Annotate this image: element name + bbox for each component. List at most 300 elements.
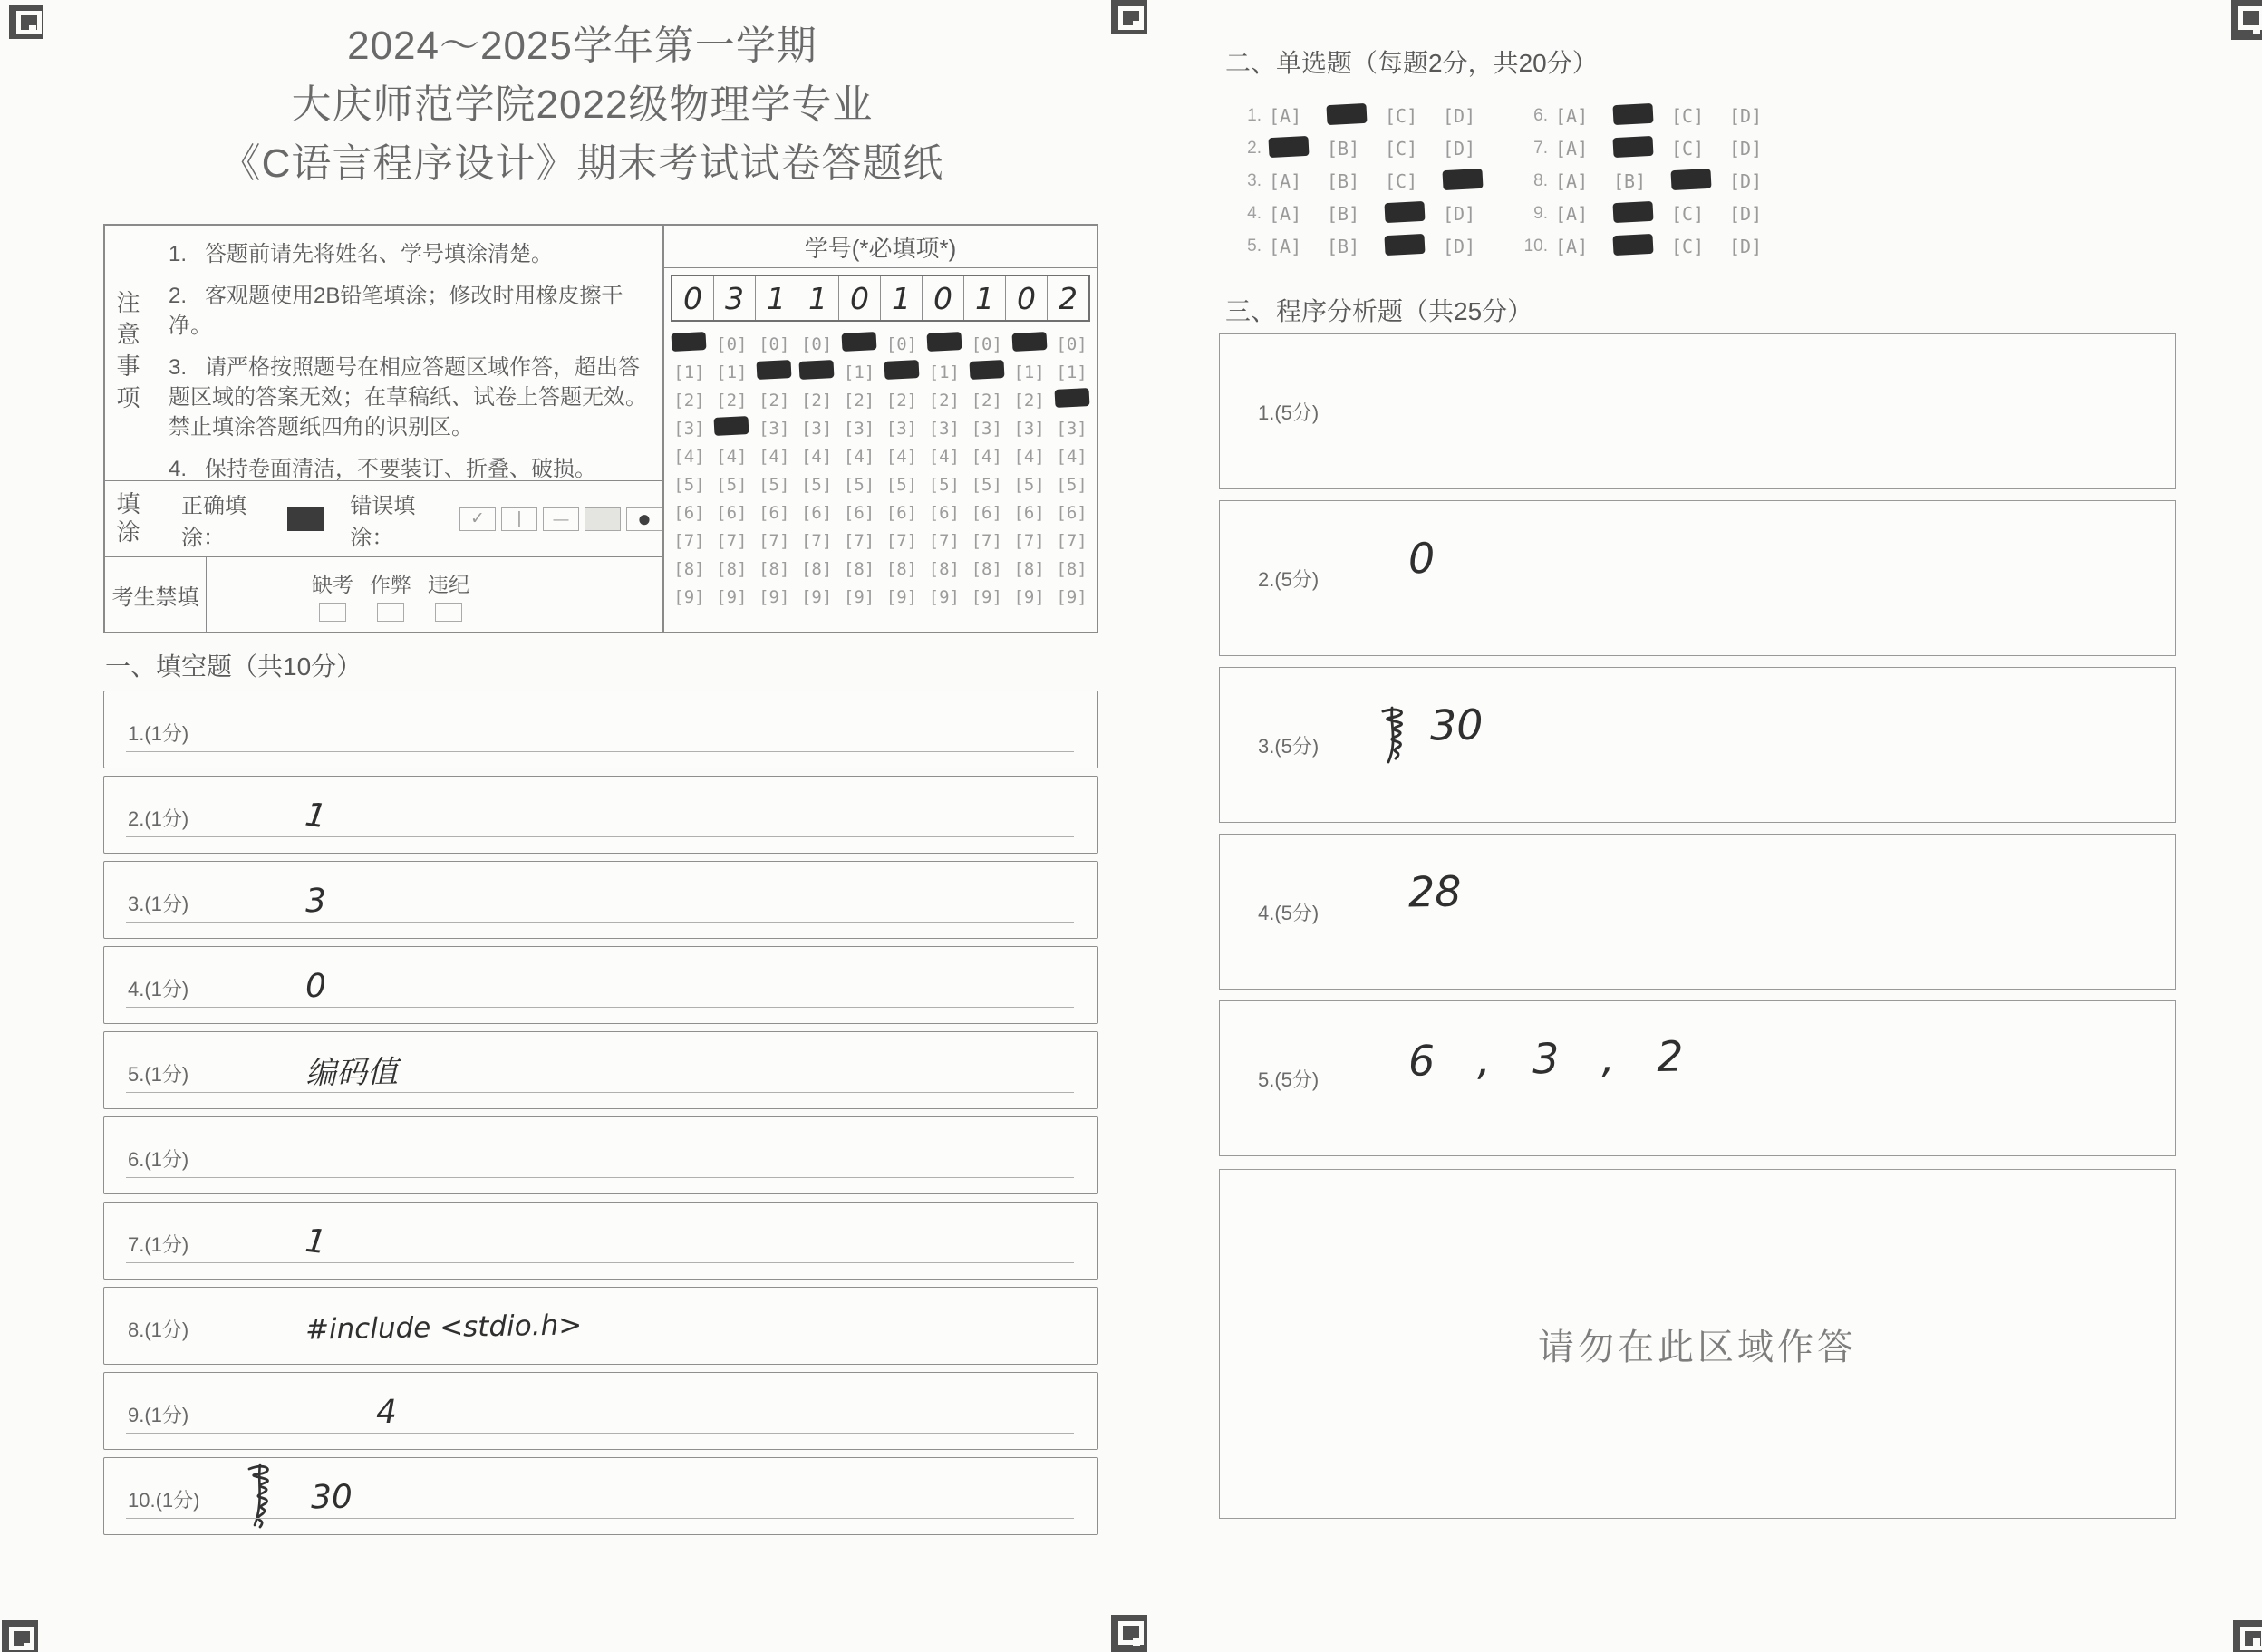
mcq-question-number: 2.	[1247, 139, 1262, 158]
id-bubble-4: [4]	[759, 446, 790, 467]
fill-blank-box-10	[103, 1457, 1098, 1535]
notice-item: 4. 保持卷面清洁，不要装订、折叠、破损。	[169, 457, 597, 481]
answer-underline	[126, 1433, 1074, 1434]
forbidden-option-label: 违纪	[428, 572, 469, 596]
id-bubble-8: [8]	[971, 558, 1002, 579]
mcq-question	[1225, 198, 1501, 230]
id-bubble-3: [3]	[885, 418, 918, 439]
id-bubble-2: [2]	[1013, 390, 1045, 411]
id-bubble-3	[714, 417, 749, 440]
handwritten-id-digit: 1	[975, 280, 994, 316]
id-bubble-3: [3]	[928, 418, 960, 439]
id-bubble-1	[970, 361, 1004, 383]
filled-bubble	[1612, 200, 1653, 222]
filled-bubble	[842, 332, 877, 352]
handwritten-id-digit: 0	[683, 280, 702, 316]
id-bubble-7: [7]	[885, 530, 918, 551]
mcq-option-d: [D]	[1443, 203, 1476, 225]
mcq-option-d: [D]	[1729, 138, 1763, 159]
mcq-option-c: [C]	[1671, 105, 1705, 127]
scribble-mark	[240, 1462, 284, 1531]
mcq-question	[1225, 165, 1501, 198]
program-box-1	[1219, 333, 2176, 489]
wrong-fill-samples	[459, 507, 662, 531]
id-bubble-1: [1]	[1013, 362, 1045, 382]
mcq-option-c	[1671, 169, 1729, 194]
filled-bubble	[1670, 168, 1711, 189]
filled-bubble	[926, 332, 962, 352]
id-bubble-4: [4]	[885, 446, 918, 467]
program-box-4	[1219, 834, 2176, 990]
id-bubble-8: [8]	[1056, 558, 1088, 579]
id-bubble-9: [9]	[1056, 586, 1088, 607]
handwritten-id-digit: 3	[725, 280, 744, 316]
identification-marker-top-center	[1111, 0, 1147, 34]
mcq-option-c: [C]	[1671, 236, 1705, 257]
id-bubble-5: [5]	[1056, 474, 1088, 495]
id-bubble-8: [8]	[928, 558, 960, 579]
mcq-question-number: 3.	[1247, 171, 1262, 190]
filled-bubble	[1612, 233, 1653, 255]
id-bubble-6: [6]	[1013, 502, 1045, 523]
wrong-fill-label: 错误填涂：	[350, 493, 416, 550]
id-bubble-6: [6]	[885, 502, 918, 523]
student-id-panel	[664, 226, 1097, 632]
fill-blank-label: 9.(1分)	[128, 1404, 189, 1426]
mcq-option-c	[1385, 202, 1443, 227]
mcq-option-a: [A]	[1555, 105, 1589, 127]
student-id-bubble-grid	[668, 330, 1093, 611]
student-id-digit-cell	[713, 276, 755, 320]
student-id-digits-row	[671, 275, 1090, 322]
id-bubble-9: [9]	[971, 586, 1002, 607]
id-bubble-0	[1012, 333, 1047, 355]
mcq-option-d: [D]	[1729, 170, 1763, 192]
handwritten-answer: 0	[304, 967, 327, 1006]
id-bubble-7: [7]	[1013, 530, 1045, 551]
student-id-digit-cell	[1005, 276, 1047, 320]
mcq-question	[1512, 230, 1787, 263]
mcq-question	[1512, 198, 1787, 230]
answer-underline	[126, 1007, 1074, 1008]
id-bubble-0	[672, 333, 706, 355]
mcq-option-b	[1613, 137, 1671, 161]
fill-blank-box-7	[103, 1202, 1098, 1280]
fill-legend-side-label: 填涂	[113, 490, 140, 547]
student-id-digit-cell	[922, 276, 963, 320]
section-mcq-title: 二、单选题（每题2分，共20分）	[1225, 49, 1598, 77]
answer-underline	[126, 836, 1074, 837]
id-bubble-6: [6]	[1056, 502, 1088, 523]
answer-underline	[126, 1518, 1074, 1519]
mcq-question	[1225, 132, 1501, 165]
filled-bubble	[1384, 233, 1425, 255]
wrong-fill-sample-solid-dot: ●	[626, 507, 662, 531]
mcq-option-b: [B]	[1613, 170, 1647, 192]
id-bubble-6: [6]	[928, 502, 960, 523]
id-bubble-2: [2]	[885, 390, 918, 411]
program-label: 2.(5分)	[1258, 568, 1320, 591]
mcq-option-d: [D]	[1729, 105, 1763, 127]
handwritten-answer: 4	[375, 1393, 398, 1432]
filled-bubble	[1326, 102, 1367, 124]
forbidden-option	[428, 568, 469, 622]
mcq-option-d: [D]	[1729, 203, 1763, 225]
mcq-option-b	[1327, 104, 1385, 129]
fill-blank-label: 6.(1分)	[128, 1148, 189, 1171]
mcq-question-number: 5.	[1247, 237, 1262, 256]
forbidden-option-label: 缺考	[312, 572, 353, 596]
id-bubble-8: [8]	[885, 558, 918, 579]
id-bubble-4: [4]	[1056, 446, 1088, 467]
mcq-option-b	[1613, 235, 1671, 259]
id-bubble-3: [3]	[843, 418, 875, 439]
id-bubble-2: [2]	[759, 390, 790, 411]
answer-underline	[126, 922, 1074, 923]
identification-marker-bottom-left	[2, 1620, 38, 1652]
filled-bubble	[1384, 200, 1425, 222]
notice-column	[105, 226, 664, 632]
mcq-question-number: 9.	[1533, 204, 1548, 223]
id-bubble-7: [7]	[759, 530, 790, 551]
id-bubble-5: [5]	[971, 474, 1002, 495]
mcq-option-d: [D]	[1443, 236, 1476, 257]
examinee-forbidden-options	[207, 557, 662, 632]
id-bubble-5: [5]	[673, 474, 705, 495]
forbidden-option	[370, 568, 411, 622]
id-bubble-6: [6]	[673, 502, 705, 523]
student-id-digit-cell	[838, 276, 880, 320]
header-info-table	[103, 224, 1098, 633]
mcq-option-c	[1385, 235, 1443, 259]
id-bubble-4: [4]	[971, 446, 1002, 467]
id-bubble-3: [3]	[1056, 418, 1088, 439]
forbidden-option-checkbox	[435, 603, 462, 622]
mcq-option-c: [C]	[1671, 138, 1705, 159]
id-bubble-6: [6]	[716, 502, 748, 523]
mcq-option-c: [C]	[1385, 138, 1418, 159]
id-bubble-9: [9]	[885, 586, 918, 607]
fill-blank-box-3	[103, 861, 1098, 939]
notice-item: 3. 请严格按照题号在相应答题区域作答，超出答题区域的答案无效；在草稿纸、试卷上答题无效。禁止填涂答题纸四角的识别区。	[169, 355, 647, 440]
id-bubble-4: [4]	[800, 446, 833, 467]
fill-legend	[150, 481, 662, 556]
handwritten-answer: 0	[1407, 533, 1436, 584]
examinee-forbidden-label: 考生禁填	[105, 557, 207, 632]
fill-blank-label: 8.(1分)	[128, 1319, 189, 1341]
id-bubble-9: [9]	[673, 586, 705, 607]
filled-bubble	[969, 360, 1004, 380]
id-bubble-7: [7]	[971, 530, 1002, 551]
handwritten-answer: #include <stdio.h>	[304, 1309, 583, 1347]
fill-blank-box-5	[103, 1031, 1098, 1109]
wrong-fill-sample-dash: —	[543, 507, 579, 531]
id-bubble-6: [6]	[759, 502, 790, 523]
id-bubble-7: [7]	[673, 530, 705, 551]
id-bubble-1	[757, 361, 791, 383]
mcq-column-left	[1225, 100, 1501, 263]
fill-blank-box-1	[103, 691, 1098, 768]
handwritten-answer: 30	[310, 1478, 353, 1517]
correct-fill-sample-icon	[287, 507, 325, 531]
mcq-question-number: 1.	[1247, 106, 1262, 125]
mcq-question	[1512, 100, 1787, 132]
mcq-option-b	[1613, 202, 1671, 227]
handwritten-id-digit: 0	[933, 280, 952, 316]
handwritten-answer: 1	[303, 796, 329, 836]
mcq-option-b: [B]	[1327, 138, 1360, 159]
notice-item: 1. 答题前请先将姓名、学号填涂清楚。	[169, 242, 554, 266]
forbidden-option	[312, 568, 353, 622]
mcq-option-b	[1613, 104, 1671, 129]
id-bubble-0: [0]	[885, 333, 918, 354]
no-answer-zone-text: 请勿在此区域作答	[1538, 1327, 1857, 1367]
id-bubble-0	[927, 333, 962, 355]
id-bubble-4: [4]	[1013, 446, 1045, 467]
id-bubble-6: [6]	[843, 502, 875, 523]
notice-item: 2. 客观题使用2B铅笔填涂；修改时用橡皮擦干净。	[169, 284, 624, 338]
handwritten-id-digit: 0	[850, 280, 869, 316]
scribble-mark	[1376, 706, 1416, 766]
mcq-question-number: 8.	[1533, 171, 1548, 190]
notice-list	[150, 226, 662, 480]
handwritten-answer: 1	[303, 1222, 329, 1262]
program-label: 4.(5分)	[1258, 902, 1320, 924]
filled-bubble	[1268, 135, 1309, 157]
mcq-question-number: 6.	[1533, 106, 1548, 125]
mcq-option-a: [A]	[1269, 105, 1302, 127]
id-bubble-2	[1055, 389, 1089, 411]
id-bubble-4: [4]	[843, 446, 875, 467]
student-id-digit-cell	[880, 276, 922, 320]
fill-blank-label: 5.(1分)	[128, 1063, 189, 1086]
id-bubble-2: [2]	[928, 390, 960, 411]
id-bubble-0: [0]	[800, 333, 833, 354]
mcq-option-d: [D]	[1443, 105, 1476, 127]
program-label: 3.(5分)	[1258, 735, 1320, 758]
mcq-option-b: [B]	[1327, 236, 1360, 257]
handwritten-id-digit: 1	[892, 280, 911, 316]
handwritten-id-digit: 2	[1058, 280, 1078, 316]
student-id-digit-cell	[963, 276, 1005, 320]
id-bubble-6: [6]	[800, 502, 833, 523]
id-bubble-4: [4]	[716, 446, 748, 467]
identification-marker-bottom-center	[1111, 1615, 1147, 1652]
answer-underline	[126, 1092, 1074, 1093]
mcq-column-right	[1512, 100, 1787, 263]
fill-blank-box-2	[103, 776, 1098, 854]
id-bubble-1: [1]	[716, 362, 748, 382]
handwritten-answer: 3	[304, 882, 327, 921]
mcq-option-a: [A]	[1269, 236, 1302, 257]
id-bubble-8: [8]	[759, 558, 790, 579]
fill-blank-label: 3.(1分)	[128, 893, 189, 915]
filled-bubble	[1612, 102, 1653, 124]
id-bubble-9: [9]	[716, 586, 748, 607]
filled-bubble	[1612, 135, 1653, 157]
correct-fill-label: 正确填涂：	[181, 493, 246, 550]
mcq-option-b: [B]	[1327, 203, 1360, 225]
id-bubble-8: [8]	[673, 558, 705, 579]
fill-blank-label: 1.(1分)	[128, 722, 189, 745]
id-bubble-1: [1]	[1056, 362, 1088, 382]
answer-underline	[126, 1262, 1074, 1263]
id-bubble-8: [8]	[843, 558, 875, 579]
filled-bubble	[1054, 388, 1089, 408]
handwritten-answer: 28	[1407, 866, 1463, 917]
fill-legend-side-label-cell	[105, 481, 150, 556]
fill-blank-label: 10.(1分)	[128, 1489, 200, 1512]
mcq-option-a: [A]	[1555, 203, 1589, 225]
id-bubble-3: [3]	[673, 418, 705, 439]
id-bubble-2: [2]	[800, 390, 833, 411]
program-box-5	[1219, 1000, 2176, 1156]
id-bubble-0: [0]	[716, 333, 748, 354]
student-id-header: 学号(*必填项*)	[664, 226, 1097, 268]
mcq-option-b: [B]	[1327, 170, 1360, 192]
wrong-fill-sample-half-fill	[585, 507, 621, 531]
mcq-option-a: [A]	[1269, 170, 1302, 192]
id-bubble-2: [2]	[843, 390, 875, 411]
id-bubble-8: [8]	[800, 558, 833, 579]
id-bubble-6: [6]	[971, 502, 1002, 523]
mcq-option-a: [A]	[1555, 236, 1589, 257]
notice-side-label: 注意事项	[113, 289, 140, 417]
handwritten-id-digit: 1	[808, 280, 827, 316]
identification-marker-top-right	[2231, 0, 2262, 40]
program-box-3	[1219, 667, 2176, 823]
student-id-digit-cell	[672, 276, 713, 320]
wrong-fill-sample-vertical-line: |	[501, 507, 537, 531]
id-bubble-1: [1]	[843, 362, 875, 382]
mcq-option-c: [C]	[1385, 170, 1418, 192]
id-bubble-1	[799, 361, 834, 383]
no-answer-zone	[1219, 1169, 2176, 1519]
fill-blank-box-9	[103, 1372, 1098, 1450]
id-bubble-0: [0]	[971, 333, 1002, 354]
identification-marker-top-left	[9, 5, 44, 39]
id-bubble-0: [0]	[759, 333, 790, 354]
mcq-question	[1225, 100, 1501, 132]
mcq-option-c: [C]	[1671, 203, 1705, 225]
id-bubble-3: [3]	[1013, 418, 1045, 439]
id-bubble-8: [8]	[1013, 558, 1045, 579]
mcq-option-d	[1443, 169, 1501, 194]
filled-bubble	[714, 416, 749, 436]
id-bubble-4: [4]	[673, 446, 705, 467]
filled-bubble	[1011, 332, 1047, 352]
sheet-title	[63, 16, 1101, 193]
fill-blank-box-8	[103, 1287, 1098, 1365]
section-fill-blank-title: 一、填空题（共10分）	[105, 652, 362, 681]
id-bubble-9: [9]	[843, 586, 875, 607]
handwritten-id-digit: 0	[1017, 280, 1036, 316]
mcq-option-c: [C]	[1385, 105, 1418, 127]
id-bubble-5: [5]	[1013, 474, 1045, 495]
handwritten-answer: 30	[1429, 700, 1484, 750]
handwritten-answer: 6 , 3 , 2	[1407, 1031, 1698, 1086]
title-line-school: 大庆师范学院2022级物理学专业	[291, 82, 874, 127]
id-bubble-0	[842, 333, 876, 355]
filled-bubble	[757, 360, 792, 380]
fill-blank-label: 2.(1分)	[128, 807, 189, 830]
fill-blank-label: 7.(1分)	[128, 1233, 189, 1256]
id-bubble-2: [2]	[716, 390, 748, 411]
id-bubble-9: [9]	[800, 586, 833, 607]
forbidden-option-label: 作弊	[370, 572, 411, 596]
id-bubble-5: [5]	[885, 474, 918, 495]
title-line-course: 《C语言程序设计》期末考试试卷答题纸	[220, 141, 944, 186]
forbidden-option-checkbox	[377, 603, 404, 622]
id-bubble-9: [9]	[1013, 586, 1045, 607]
id-bubble-1	[884, 361, 919, 383]
mcq-question	[1225, 230, 1501, 263]
mcq-option-a: [A]	[1269, 203, 1302, 225]
handwritten-answer: 编码值	[304, 1054, 399, 1092]
id-bubble-3: [3]	[971, 418, 1002, 439]
id-bubble-1: [1]	[928, 362, 960, 382]
identification-marker-bottom-right	[2233, 1620, 2262, 1652]
id-bubble-2: [2]	[971, 390, 1002, 411]
id-bubble-5: [5]	[800, 474, 833, 495]
filled-bubble	[799, 360, 835, 380]
id-bubble-3: [3]	[800, 418, 833, 439]
mcq-option-d: [D]	[1443, 138, 1476, 159]
section-program-title: 三、程序分析题（共25分）	[1225, 297, 1533, 325]
wrong-fill-sample-check-mark: ✓	[459, 507, 496, 531]
id-bubble-9: [9]	[759, 586, 790, 607]
id-bubble-9: [9]	[928, 586, 960, 607]
mcq-question	[1512, 165, 1787, 198]
mcq-option-a: [A]	[1555, 170, 1589, 192]
id-bubble-7: [7]	[1056, 530, 1088, 551]
mcq-option-a: [A]	[1555, 138, 1589, 159]
mcq-question	[1512, 132, 1787, 165]
filled-bubble	[1442, 168, 1483, 189]
student-id-digit-cell	[755, 276, 797, 320]
program-label: 1.(5分)	[1258, 401, 1320, 424]
fill-blank-label: 4.(1分)	[128, 978, 189, 1000]
answer-underline	[126, 1177, 1074, 1178]
filled-bubble	[672, 332, 707, 352]
program-box-2	[1219, 500, 2176, 656]
mcq-question-number: 10.	[1523, 237, 1548, 256]
filled-bubble	[884, 360, 919, 380]
id-bubble-2: [2]	[673, 390, 705, 411]
student-id-digit-cell	[1047, 276, 1088, 320]
student-id-digit-cell	[797, 276, 838, 320]
handwritten-id-digit: 1	[767, 280, 786, 316]
id-bubble-8: [8]	[716, 558, 748, 579]
mcq-option-a	[1269, 137, 1327, 161]
id-bubble-7: [7]	[800, 530, 833, 551]
id-bubble-5: [5]	[759, 474, 790, 495]
title-line-term: 2024～2025学年第一学期	[347, 24, 817, 68]
program-label: 5.(5分)	[1258, 1068, 1320, 1091]
forbidden-option-checkbox	[319, 603, 346, 622]
id-bubble-7: [7]	[716, 530, 748, 551]
id-bubble-4: [4]	[928, 446, 960, 467]
fill-blank-box-6	[103, 1116, 1098, 1194]
id-bubble-5: [5]	[928, 474, 960, 495]
id-bubble-1: [1]	[673, 362, 705, 382]
id-bubble-7: [7]	[843, 530, 875, 551]
id-bubble-5: [5]	[843, 474, 875, 495]
id-bubble-0: [0]	[1056, 333, 1088, 354]
mcq-question-number: 4.	[1247, 204, 1262, 223]
answer-underline	[126, 751, 1074, 752]
id-bubble-7: [7]	[928, 530, 960, 551]
